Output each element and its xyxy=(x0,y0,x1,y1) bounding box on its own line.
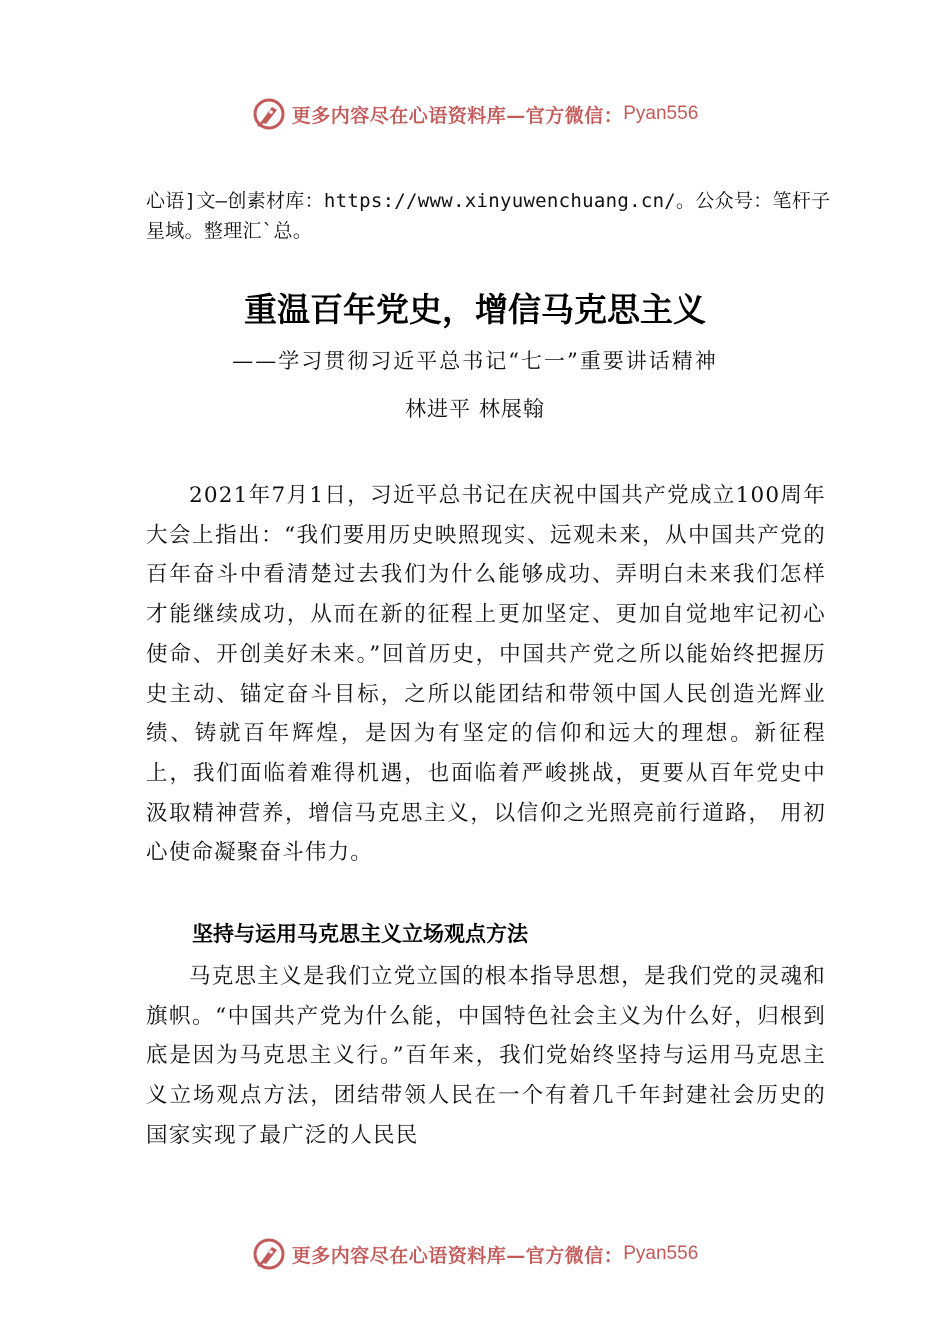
article-title: 重温百年党史，增信马克思主义 xyxy=(244,290,706,329)
footer-banner xyxy=(0,1234,950,1274)
banner-wechat-id: Pyan556 xyxy=(623,103,699,124)
banner-wechat-id: Pyan556 xyxy=(623,1243,699,1264)
paragraph-section-1: 马克思主义是我们立党立国的根本指导思想，是我们党的灵魂和旗帜。“中国共产党为什么能，中国特色社会主义为什么好，归根到底是因为马克思主义行。”百年来，我们党始终坚持与运用马克思主义立场观点方法，团结带领人民在一个有着几千年封建社会历史的国家实现了最广泛的人民民 xyxy=(146,964,826,1148)
section-heading: 坚持与运用马克思主义立场观点方法 xyxy=(192,922,528,946)
pen-nib-logo-icon xyxy=(252,97,286,131)
source-line: 心语]文—创素材库：https://www.xinyuwenchuang.cn/。公众号：笔杆子星域。整理汇`总。 xyxy=(146,190,831,242)
banner-text: 更多内容尽在心语资料库—官方微信： xyxy=(291,104,624,127)
article-authors: 林进平 林展翰 xyxy=(405,397,545,421)
banner-text: 更多内容尽在心语资料库—官方微信： xyxy=(291,1244,624,1267)
pen-nib-logo-icon xyxy=(252,1237,286,1271)
header-banner xyxy=(0,94,950,134)
paragraph-intro: 2021年7月1日，习近平总书记在庆祝中国共产党成立100周年大会上指出：“我们要用历史映照现实、远观未来，从中国共产党的百年奋斗中看清楚过去我们为什么能够成功、弄明白未来我们怎样才能继续成功，从而在新的征程上更加坚定、更加自觉地牢记初心使命、开创美好未来。”回首历史，中国共产党之所以能始终把握历史主动、锚定奋斗目标，之所以能团结和带领中国人民创造光辉业绩、铸就百年辉煌，是因为有坚定的信仰和远大的理想。新征程上，我们面临着难得机遇，也面临着严峻挑战，更要从百年党史中汲取精神营养，增信马克思主义，以信仰之光照亮前行道路， 用初心使命凝聚奋斗伟力。 xyxy=(146,483,826,866)
article-subtitle: ——学习贯彻习近平总书记“七一”重要讲话精神 xyxy=(232,349,718,373)
